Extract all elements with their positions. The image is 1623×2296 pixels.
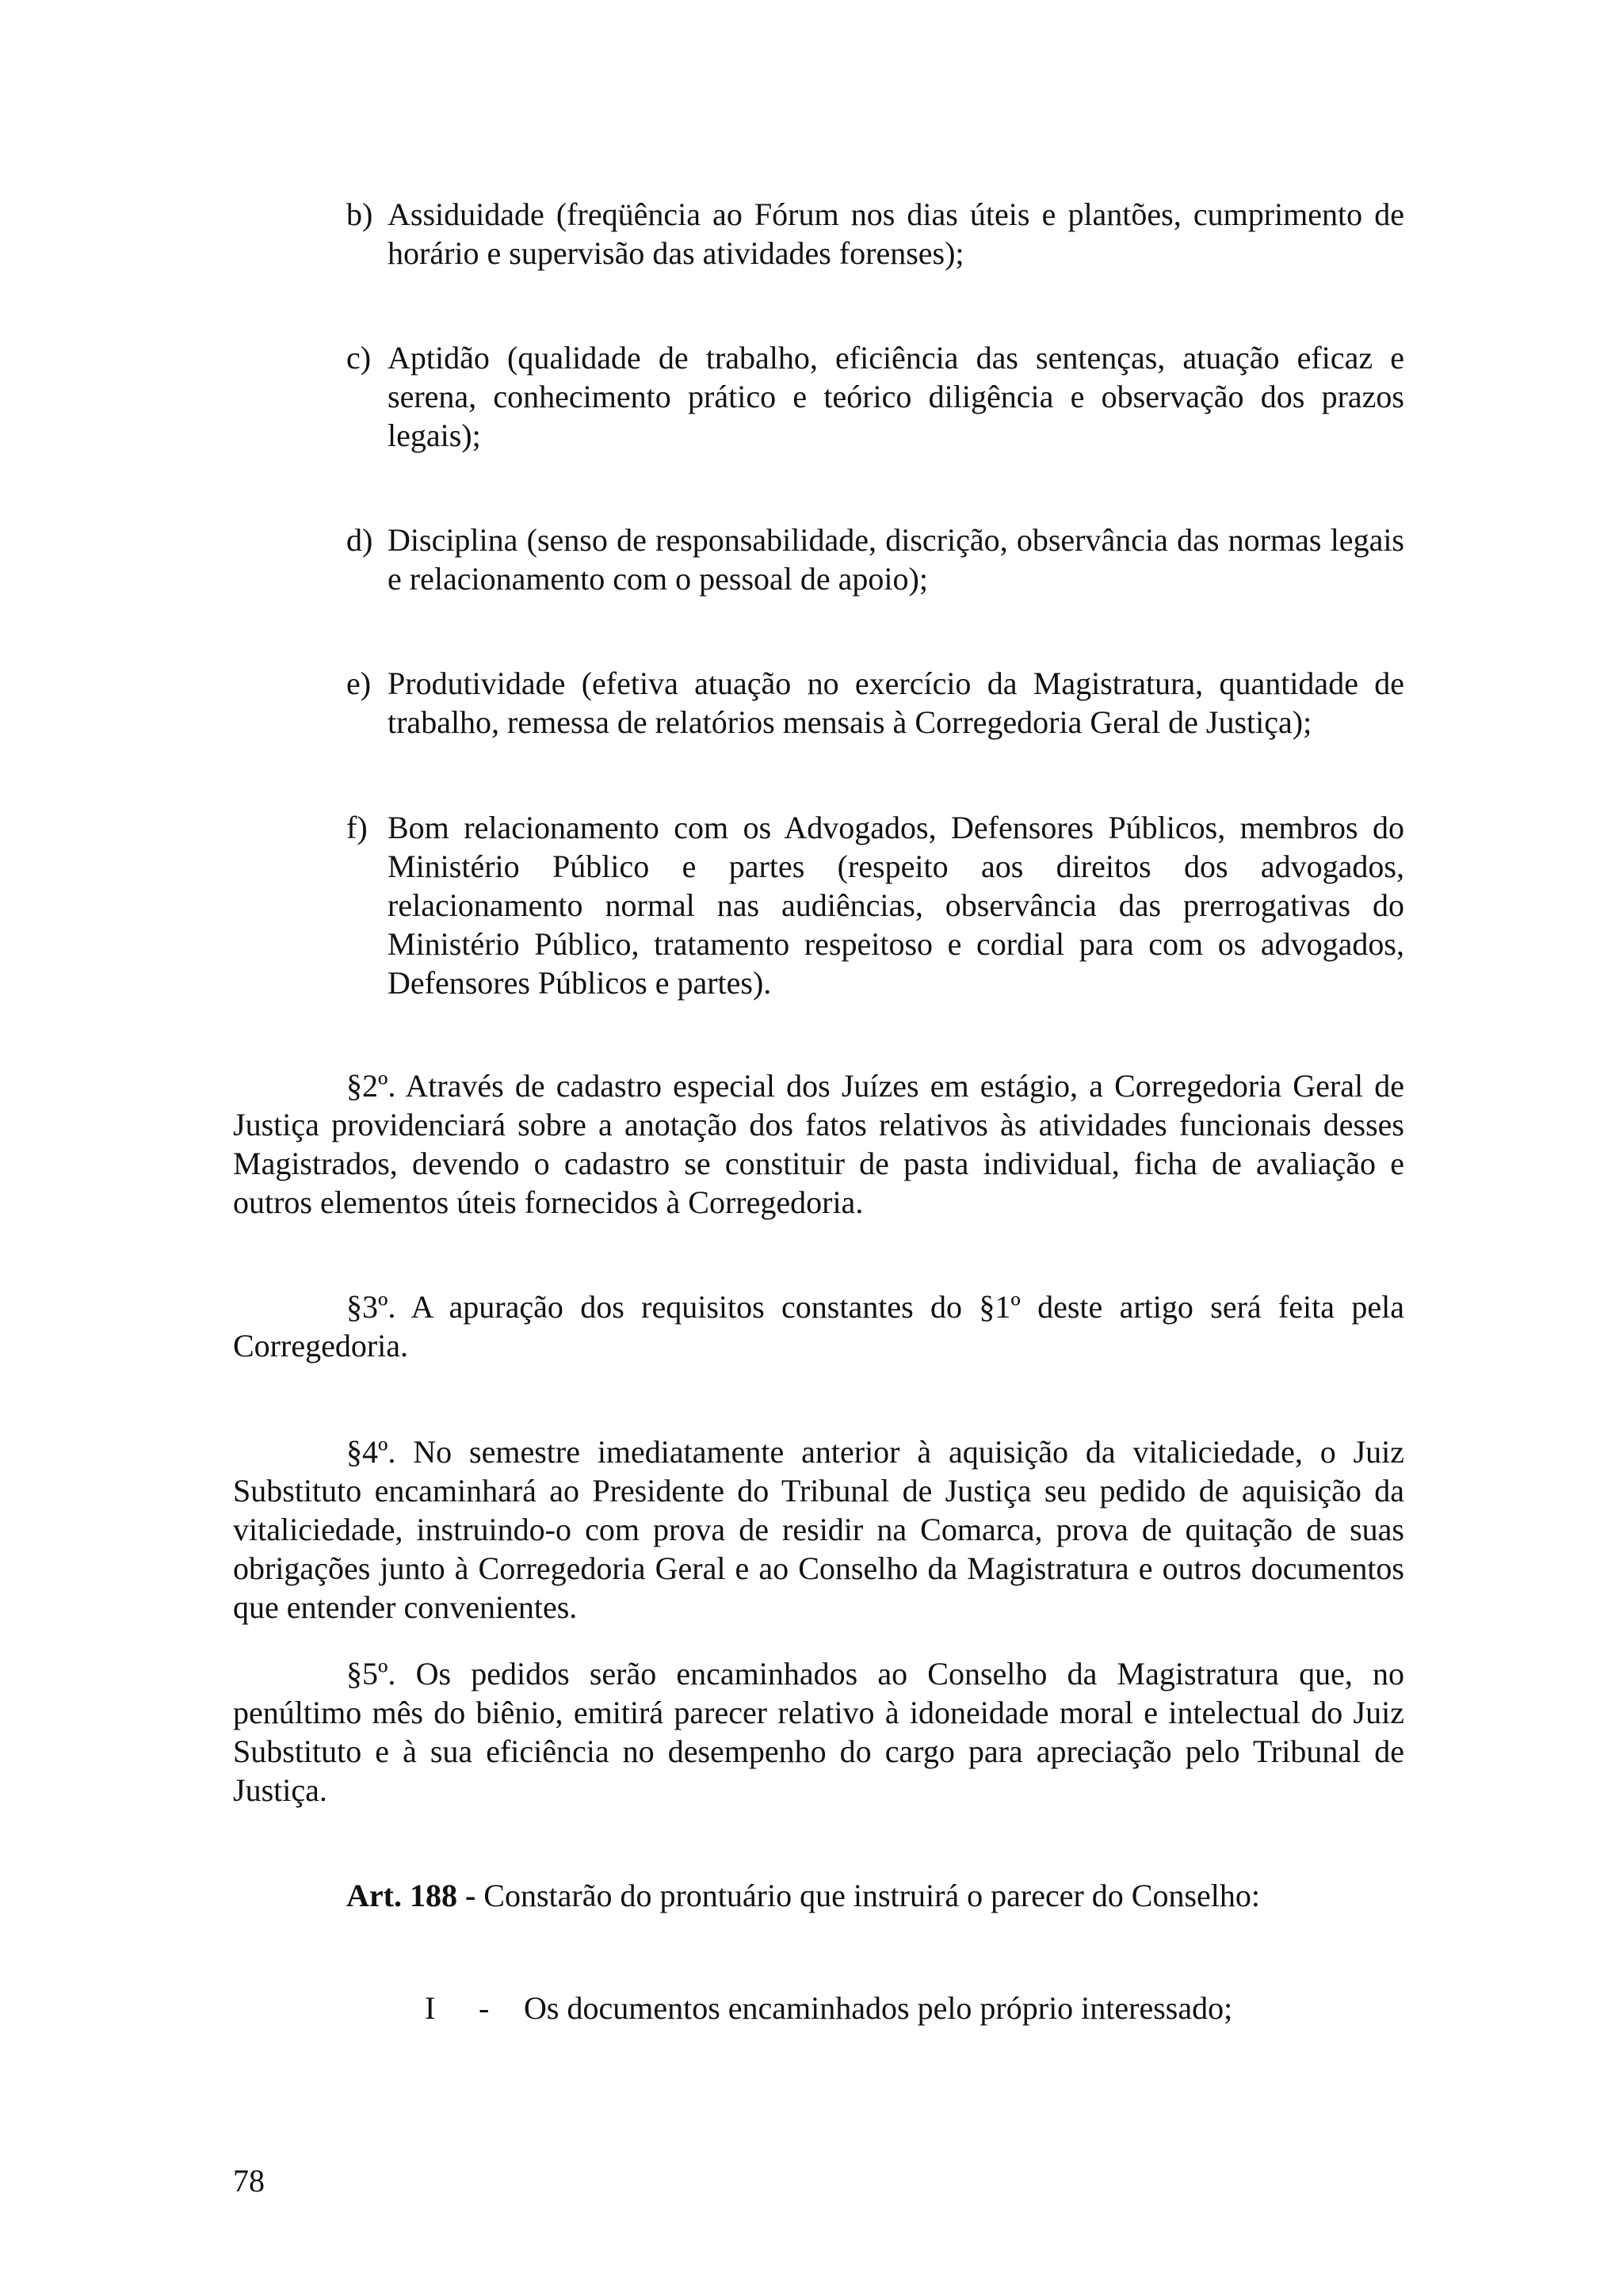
paragraph-5 [233,1654,1404,1810]
paragraph-4 [233,1432,1404,1627]
list-item-c [346,338,1404,455]
list-item-b [346,195,1404,273]
list-item-e [346,664,1404,742]
list-marker: b) [346,196,373,232]
list-marker: d) [346,522,373,558]
roman-numeral: I [425,1990,436,2026]
list-marker: c) [346,340,372,376]
paragraph-text: §3º. A apuração dos requisitos constantes do §1º deste artigo será feita pela Corregedoria. [233,1289,1404,1363]
list-item-text: Disciplina (senso de responsabilidade, discrição, observância das normas legais e relacionamento com o pessoal de apoio); [388,522,1404,597]
list-item-text: Produtividade (efetiva atuação no exercício da Magistratura, quantidade de trabalho, remessa de relatórios mensais à Corregedoria Geral de Justiça); [388,666,1404,740]
list-item-d [346,521,1404,598]
paragraph-2 [233,1066,1404,1222]
list-marker: f) [346,810,368,845]
list-marker: e) [346,666,372,701]
page-number: 78 [233,2163,265,2199]
article-text: Constarão do prontuário que instruirá o parecer do Conselho: [475,1878,1261,1913]
list-item-text: Assiduidade (freqüência ao Fórum nos dias úteis e plantões, cumprimento de horário e supervisão das atividades forenses); [388,196,1404,271]
article-188 [346,1876,1404,1915]
paragraph-3 [233,1287,1404,1365]
roman-item-text: Os documentos encaminhados pelo próprio interessado; [524,1990,1233,2026]
article-label: Art. 188 - [346,1878,476,1913]
roman-dash: - [479,1990,490,2026]
paragraph-text: §2º. Através de cadastro especial dos Juízes em estágio, a Corregedoria Geral de Justiça providenciará sobre a anotação dos fatos relativos às atividades funcionais desses Magistrados, devendo o cadastro se constituir de pasta individual, ficha de avaliação e outros elementos úteis fornecidos à Corregedoria. [233,1068,1404,1220]
paragraph-text: §4º. No semestre imediatamente anterior à aquisição da vitaliciedade, o Juiz Substituto encaminhará ao Presidente do Tribunal de Justiça seu pedido de aquisição da vitaliciedade, instruindo-o com prova de residir na Comarca, prova de quitação de suas obrigações junto à Corregedoria Geral e ao Conselho da Magistratura e outros documentos que entender convenientes. [233,1434,1404,1625]
paragraph-text: §5º. Os pedidos serão encaminhados ao Conselho da Magistratura que, no penúltimo mês do biênio, emitirá parecer relativo à idoneidade moral e intelectual do Juiz Substituto e à sua eficiência no desempenho do cargo para apreciação pelo Tribunal de Justiça. [233,1656,1404,1808]
list-item-text: Bom relacionamento com os Advogados, Defensores Públicos, membros do Ministério Público e partes (respeito aos direitos dos advogados, relacionamento normal nas audiências, observância das prerrogativas do Ministério Público, tratamento respeitoso e cordial para com os advogados, Defensores Públicos e partes). [388,810,1404,1001]
list-item-f [346,808,1404,1002]
list-item-text: Aptidão (qualidade de trabalho, eficiência das sentenças, atuação eficaz e serena, conhecimento prático e teórico diligência e observação dos prazos legais); [388,340,1404,453]
